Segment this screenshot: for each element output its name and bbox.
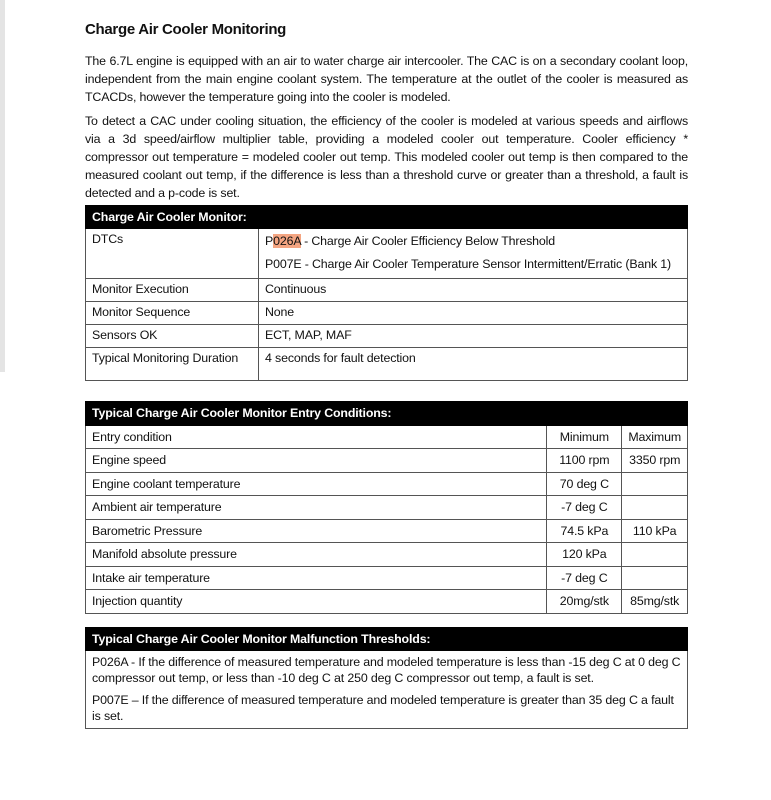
monitor-table-header: Charge Air Cooler Monitor:	[86, 206, 688, 229]
dtc-code-prefix: P	[265, 234, 274, 248]
dtc-code-highlight: 026A	[273, 234, 301, 248]
condition-maximum	[622, 472, 688, 496]
thresholds-table-header-row	[86, 628, 688, 651]
row-value: ECT, MAP, MAF	[259, 325, 688, 348]
monitor-table	[85, 205, 688, 381]
dtc-item	[265, 232, 681, 255]
table-row	[86, 590, 688, 614]
threshold-item: P007E – If the difference of measured temperature and modeled temperature is greater than 35 deg C a fault is set.	[92, 693, 674, 723]
table-row	[86, 543, 688, 567]
condition-name: Ambient air temperature	[86, 496, 547, 520]
condition-name: Barometric Pressure	[86, 519, 547, 543]
condition-maximum: 85mg/stk	[622, 590, 688, 614]
entry-conditions-table	[85, 401, 688, 614]
thresholds-body-row	[86, 651, 688, 729]
table-row	[86, 519, 688, 543]
dtc-description: - Charge Air Cooler Efficiency Below Threshold	[300, 234, 555, 248]
condition-maximum	[622, 496, 688, 520]
thresholds-body	[86, 651, 688, 729]
table-row	[86, 302, 688, 325]
row-label: Typical Monitoring Duration	[86, 348, 259, 381]
condition-minimum: 120 kPa	[547, 543, 622, 567]
page-edge-strip	[0, 0, 5, 372]
entry-table-header: Typical Charge Air Cooler Monitor Entry Conditions:	[86, 402, 688, 426]
condition-maximum: 110 kPa	[622, 519, 688, 543]
condition-name: Manifold absolute pressure	[86, 543, 547, 567]
monitor-table-header-row	[86, 206, 688, 229]
page-title: Charge Air Cooler Monitoring	[85, 21, 287, 38]
column-header-minimum: Minimum	[547, 425, 622, 449]
table-row	[86, 279, 688, 302]
table-row	[86, 496, 688, 520]
condition-minimum: 70 deg C	[547, 472, 622, 496]
dtcs-cell	[259, 229, 688, 279]
condition-maximum	[622, 566, 688, 590]
condition-name: Injection quantity	[86, 590, 547, 614]
column-header-maximum: Maximum	[622, 425, 688, 449]
row-label: Monitor Sequence	[86, 302, 259, 325]
condition-name: Engine coolant temperature	[86, 472, 547, 496]
condition-name: Engine speed	[86, 449, 547, 473]
row-label: Sensors OK	[86, 325, 259, 348]
column-header-entry-condition: Entry condition	[86, 425, 547, 449]
condition-maximum	[622, 543, 688, 567]
condition-minimum: 1100 rpm	[547, 449, 622, 473]
entry-table-column-row	[86, 425, 688, 449]
table-row	[86, 348, 688, 381]
table-row-dtcs	[86, 229, 688, 279]
condition-minimum: -7 deg C	[547, 496, 622, 520]
entry-table-header-row	[86, 402, 688, 426]
dtc-item	[265, 255, 681, 278]
table-row	[86, 449, 688, 473]
table-row	[86, 566, 688, 590]
table-row	[86, 472, 688, 496]
dtcs-label: DTCs	[86, 229, 259, 279]
condition-maximum: 3350 rpm	[622, 449, 688, 473]
condition-minimum: 20mg/stk	[547, 590, 622, 614]
row-value: None	[259, 302, 688, 325]
row-label: Monitor Execution	[86, 279, 259, 302]
detection-paragraph: To detect a CAC under cooling situation, the efficiency of the cooler is modeled at various speeds and airflows via a 3d speed/airflow multiplier table, providing a modeled cooler out temperature. Cooler efficiency * compressor out temperature = modeled cooler out temp. This modeled cooler out temp is then compared to the measured coolant out temp, if the difference is less than a threshold curve or greater than a threshold, a fault is detected and a p-code is set.	[85, 114, 688, 200]
malfunction-thresholds-table	[85, 627, 688, 729]
condition-minimum: -7 deg C	[547, 566, 622, 590]
thresholds-table-header: Typical Charge Air Cooler Monitor Malfunction Thresholds:	[86, 628, 688, 651]
dtc-description: P007E - Charge Air Cooler Temperature Sensor Intermittent/Erratic (Bank 1)	[265, 257, 672, 271]
table-row	[86, 325, 688, 348]
row-value: 4 seconds for fault detection	[259, 348, 688, 381]
condition-minimum: 74.5 kPa	[547, 519, 622, 543]
condition-name: Intake air temperature	[86, 566, 547, 590]
threshold-item: P026A - If the difference of measured temperature and modeled temperature is less than -15 deg C at 0 deg C compressor out temp, or less than -10 deg C at 250 deg C compressor out temp, a fault is set.	[92, 655, 681, 685]
row-value: Continuous	[259, 279, 688, 302]
intro-paragraph: The 6.7L engine is equipped with an air to water charge air intercooler. The CAC is on a secondary coolant loop, independent from the main engine coolant system. The temperature at the outlet of the cooler is measured as TCACDs, however the temperature going into the cooler is modeled.	[85, 54, 688, 104]
